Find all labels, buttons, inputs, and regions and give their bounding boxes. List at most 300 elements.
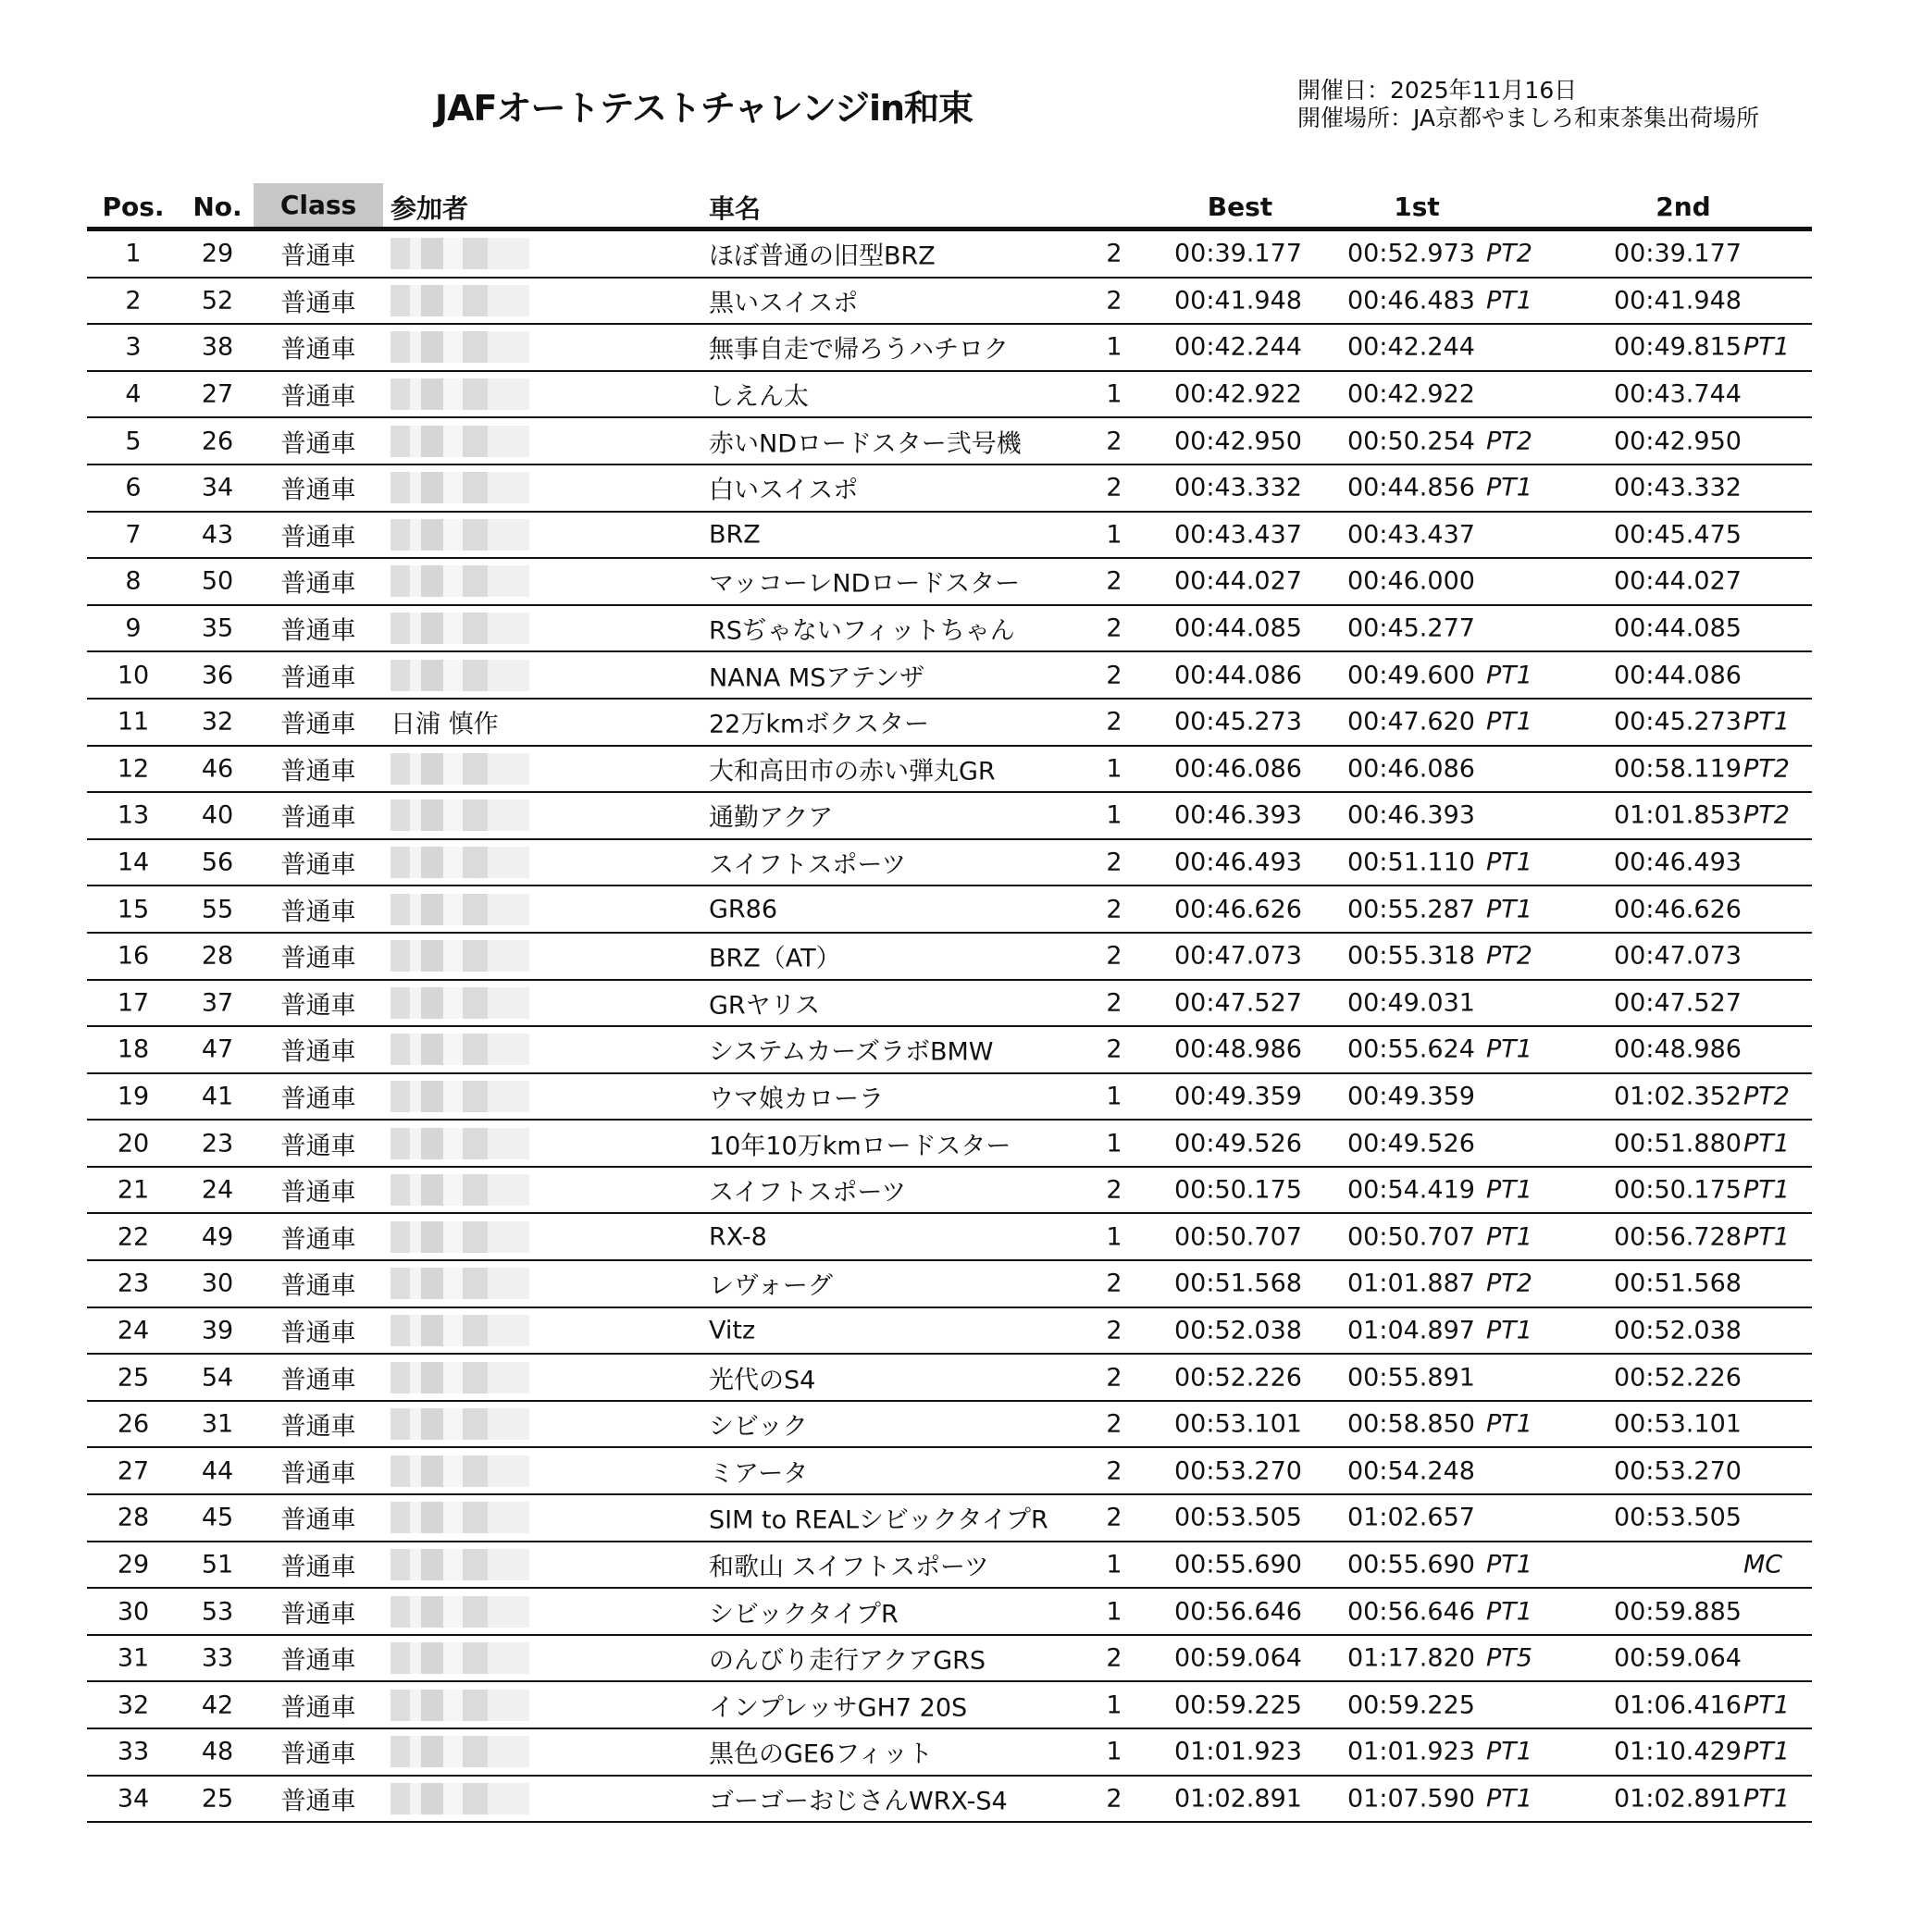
- table-row: [87, 325, 1812, 372]
- car-name-cell: のんびり走行アクアGRS: [709, 1646, 986, 1676]
- car-name-cell: ミアータ: [709, 1459, 809, 1489]
- redacted-name-mosaic: [391, 565, 529, 597]
- second-run-time-cell: 00:44.086: [1614, 661, 1742, 690]
- class-cell: 普通車: [280, 1366, 356, 1395]
- second-run-time-cell: 01:01.853: [1614, 800, 1742, 830]
- first-run-penalty-cell: PT1: [1486, 1409, 1532, 1439]
- first-run-penalty-cell: PT1: [1486, 1784, 1532, 1814]
- best-time-cell: 00:52.226: [1174, 1363, 1302, 1393]
- table-row: [87, 1214, 1812, 1261]
- second-run-time-cell: 00:43.744: [1614, 379, 1742, 409]
- table-row: [87, 1308, 1812, 1356]
- first-run-time-cell: 01:17.820: [1347, 1643, 1475, 1673]
- entrant-cell: [391, 847, 631, 878]
- best-time-cell: 00:49.526: [1174, 1129, 1302, 1158]
- second-run-penalty-cell: MC: [1743, 1550, 1783, 1579]
- number-cell: 54: [201, 1363, 234, 1393]
- first-run-time-cell: 00:46.483: [1347, 286, 1475, 316]
- class-cell: 普通車: [280, 944, 356, 973]
- number-cell: 46: [201, 754, 234, 784]
- table-row: [87, 1682, 1812, 1729]
- second-run-time-cell: 00:49.815: [1614, 332, 1742, 362]
- first-run-time-cell: 00:46.086: [1347, 754, 1475, 784]
- best-trial-cell: 2: [1106, 707, 1122, 737]
- pos-cell: 23: [117, 1269, 150, 1298]
- first-run-time-cell: 00:45.277: [1347, 613, 1475, 643]
- best-time-cell: 00:52.038: [1174, 1316, 1302, 1345]
- best-trial-cell: 2: [1106, 1269, 1122, 1298]
- pos-cell: 32: [117, 1690, 150, 1720]
- car-name-cell: スイフトスポーツ: [709, 850, 907, 880]
- car-name-cell: GRヤリス: [709, 991, 821, 1021]
- car-name-cell: システムカーズラボBMW: [709, 1037, 994, 1067]
- entrant-cell: [391, 1408, 631, 1440]
- best-time-cell: 00:55.690: [1174, 1550, 1302, 1579]
- header-pos: Pos.: [102, 191, 165, 222]
- first-run-time-cell: 00:44.856: [1347, 473, 1475, 502]
- entrant-cell: [391, 565, 631, 597]
- entrant-cell: [391, 1783, 631, 1814]
- table-row: [87, 1729, 1812, 1777]
- second-run-penalty-cell: PT2: [1743, 1082, 1790, 1111]
- class-cell: 普通車: [280, 1225, 356, 1255]
- table-row: [87, 1636, 1812, 1683]
- second-run-penalty-cell: PT1: [1743, 1737, 1790, 1766]
- number-cell: 37: [201, 988, 234, 1018]
- best-time-cell: 00:46.493: [1174, 848, 1302, 877]
- second-run-time-cell: 00:43.332: [1614, 473, 1742, 502]
- pos-cell: 34: [117, 1784, 150, 1814]
- second-run-time-cell: 00:56.728: [1614, 1222, 1742, 1252]
- number-cell: 48: [201, 1737, 234, 1766]
- redacted-name-mosaic: [391, 1081, 529, 1112]
- best-trial-cell: 2: [1106, 286, 1122, 316]
- first-run-time-cell: 00:55.690: [1347, 1550, 1475, 1579]
- second-run-time-cell: 00:52.038: [1614, 1316, 1742, 1345]
- entrant-cell: [391, 1081, 631, 1112]
- number-cell: 29: [201, 239, 234, 268]
- car-name-cell: ゴーゴーおじさんWRX-S4: [709, 1787, 1008, 1816]
- best-time-cell: 00:53.505: [1174, 1503, 1302, 1532]
- class-cell: 普通車: [280, 1037, 356, 1067]
- pos-cell: 2: [125, 286, 142, 316]
- redacted-name-mosaic: [391, 1642, 529, 1674]
- first-run-time-cell: 00:59.225: [1347, 1690, 1475, 1720]
- table-row: [87, 1074, 1812, 1121]
- redacted-name-mosaic: [391, 753, 529, 785]
- event-date: 開催日：2025年11月16日: [1297, 77, 1578, 104]
- entrant-cell: [391, 1455, 631, 1487]
- best-trial-cell: 2: [1106, 1316, 1122, 1345]
- entrant-cell: [391, 1642, 631, 1674]
- redacted-name-mosaic: [391, 238, 529, 269]
- number-cell: 26: [201, 427, 234, 456]
- best-time-cell: 00:50.707: [1174, 1222, 1302, 1252]
- second-run-time-cell: 00:51.880: [1614, 1129, 1742, 1158]
- pos-cell: 9: [125, 613, 142, 643]
- best-time-cell: 00:43.437: [1174, 520, 1302, 550]
- class-cell: 普通車: [280, 1553, 356, 1582]
- best-trial-cell: 1: [1106, 520, 1122, 550]
- first-run-penalty-cell: PT2: [1486, 941, 1532, 971]
- first-run-time-cell: 00:49.359: [1347, 1082, 1475, 1111]
- best-time-cell: 00:41.948: [1174, 286, 1302, 316]
- redacted-name-mosaic: [391, 847, 529, 878]
- second-run-time-cell: 00:45.273: [1614, 707, 1742, 737]
- best-time-cell: 00:46.393: [1174, 800, 1302, 830]
- pos-cell: 22: [117, 1222, 150, 1252]
- first-run-time-cell: 01:01.887: [1347, 1269, 1475, 1298]
- second-run-penalty-cell: PT1: [1743, 707, 1790, 737]
- car-name-cell: レヴォーグ: [709, 1271, 833, 1301]
- entrant-cell: [391, 378, 631, 410]
- number-cell: 49: [201, 1222, 234, 1252]
- page-title: JAFオートテストチャレンジin和束: [435, 88, 974, 129]
- pos-cell: 24: [117, 1316, 150, 1345]
- number-cell: 44: [201, 1456, 234, 1486]
- pos-cell: 29: [117, 1550, 150, 1579]
- table-row: [87, 1777, 1812, 1824]
- first-run-penalty-cell: PT1: [1486, 848, 1532, 877]
- number-cell: 28: [201, 941, 234, 971]
- class-cell: 普通車: [280, 289, 356, 318]
- car-name-cell: 10年10万kmロードスター: [709, 1132, 1011, 1161]
- car-name-cell: BRZ: [709, 520, 761, 550]
- second-run-time-cell: 00:53.270: [1614, 1456, 1742, 1486]
- redacted-name-mosaic: [391, 426, 529, 457]
- number-cell: 41: [201, 1082, 234, 1111]
- entrant-cell: [391, 426, 631, 457]
- number-cell: 35: [201, 613, 234, 643]
- class-cell: 普通車: [280, 1459, 356, 1489]
- second-run-penalty-cell: PT1: [1743, 1129, 1790, 1158]
- redacted-name-mosaic: [391, 1174, 529, 1206]
- first-run-penalty-cell: PT1: [1486, 1034, 1532, 1064]
- best-time-cell: 00:48.986: [1174, 1034, 1302, 1064]
- best-trial-cell: 1: [1106, 1690, 1122, 1720]
- best-trial-cell: 1: [1106, 800, 1122, 830]
- redacted-name-mosaic: [391, 1455, 529, 1487]
- class-cell: 普通車: [280, 1600, 356, 1629]
- car-name-cell: シビックタイプR: [709, 1600, 899, 1629]
- class-cell: 普通車: [280, 1646, 356, 1676]
- number-cell: 36: [201, 661, 234, 690]
- best-trial-cell: 2: [1106, 941, 1122, 971]
- pos-cell: 14: [117, 848, 150, 877]
- pos-cell: 8: [125, 566, 142, 596]
- car-name-cell: GR86: [709, 895, 778, 924]
- first-run-penalty-cell: PT1: [1486, 1175, 1532, 1205]
- pos-cell: 30: [117, 1597, 150, 1627]
- entrant-cell: [391, 238, 631, 269]
- number-cell: 32: [201, 707, 234, 737]
- car-name-cell: 和歌山 スイフトスポーツ: [709, 1553, 989, 1582]
- best-time-cell: 00:45.273: [1174, 707, 1302, 737]
- best-trial-cell: 1: [1106, 1737, 1122, 1766]
- entrant-cell: [391, 799, 631, 831]
- pos-cell: 25: [117, 1363, 150, 1393]
- entrant-cell: [391, 1034, 631, 1065]
- second-run-time-cell: 00:58.119: [1614, 754, 1742, 784]
- number-cell: 38: [201, 332, 234, 362]
- best-time-cell: 00:47.527: [1174, 988, 1302, 1018]
- first-run-time-cell: 00:46.393: [1347, 800, 1475, 830]
- table-row: [87, 231, 1812, 279]
- first-run-time-cell: 00:43.437: [1347, 520, 1475, 550]
- best-trial-cell: 2: [1106, 239, 1122, 268]
- table-row: [87, 372, 1812, 419]
- number-cell: 39: [201, 1316, 234, 1345]
- redacted-name-mosaic: [391, 1221, 529, 1253]
- best-time-cell: 00:42.950: [1174, 427, 1302, 456]
- car-name-cell: 22万kmボクスター: [709, 710, 930, 739]
- second-run-time-cell: 01:02.352: [1614, 1082, 1742, 1111]
- entrant-cell: [391, 753, 631, 785]
- table-row: [87, 1355, 1812, 1402]
- redacted-name-mosaic: [391, 613, 529, 644]
- number-cell: 55: [201, 895, 234, 924]
- table-row: [87, 1168, 1812, 1215]
- entrant-cell: [391, 940, 631, 972]
- best-trial-cell: 1: [1106, 1222, 1122, 1252]
- best-time-cell: 00:53.101: [1174, 1409, 1302, 1439]
- results-table: [87, 180, 1812, 1823]
- second-run-time-cell: 00:53.505: [1614, 1503, 1742, 1532]
- class-cell: 普通車: [280, 803, 356, 833]
- table-row: [87, 1495, 1812, 1542]
- pos-cell: 28: [117, 1503, 150, 1532]
- redacted-name-mosaic: [391, 1502, 529, 1533]
- second-run-time-cell: 00:50.175: [1614, 1175, 1742, 1205]
- table-row: [87, 279, 1812, 326]
- header-car: 車名: [709, 193, 762, 224]
- class-cell: 普通車: [280, 242, 356, 271]
- best-time-cell: 00:44.086: [1174, 661, 1302, 690]
- table-row: [87, 465, 1812, 513]
- first-run-time-cell: 01:01.923: [1347, 1737, 1475, 1766]
- first-run-time-cell: 00:52.973: [1347, 239, 1475, 268]
- best-trial-cell: 2: [1106, 1363, 1122, 1393]
- second-run-time-cell: 00:39.177: [1614, 239, 1742, 268]
- entrant-cell: [391, 613, 631, 644]
- pos-cell: 7: [125, 520, 142, 550]
- first-run-time-cell: 00:49.526: [1347, 1129, 1475, 1158]
- second-run-time-cell: 00:42.950: [1614, 427, 1742, 456]
- second-run-time-cell: 00:51.568: [1614, 1269, 1742, 1298]
- table-row: [87, 559, 1812, 606]
- best-time-cell: 00:43.332: [1174, 473, 1302, 502]
- car-name-cell: RSぢゃないフィットちゃん: [709, 616, 1015, 646]
- class-cell: 普通車: [280, 616, 356, 646]
- best-trial-cell: 2: [1106, 661, 1122, 690]
- number-cell: 27: [201, 379, 234, 409]
- second-run-time-cell: 00:53.101: [1614, 1409, 1742, 1439]
- entrant-cell: [391, 1362, 631, 1393]
- best-time-cell: 01:01.923: [1174, 1737, 1302, 1766]
- first-run-penalty-cell: PT2: [1486, 1269, 1532, 1298]
- pos-cell: 11: [117, 707, 150, 737]
- number-cell: 30: [201, 1269, 234, 1298]
- number-cell: 53: [201, 1597, 234, 1627]
- second-run-time-cell: 01:02.891: [1614, 1784, 1742, 1814]
- car-name-cell: スイフトスポーツ: [709, 1178, 907, 1208]
- redacted-name-mosaic: [391, 1362, 529, 1393]
- car-name-cell: 通勤アクア: [709, 803, 834, 833]
- table-row: [87, 1261, 1812, 1308]
- car-name-cell: BRZ（AT）: [709, 944, 841, 973]
- entrant-cell: [391, 1596, 631, 1628]
- best-time-cell: 00:53.270: [1174, 1456, 1302, 1486]
- second-run-penalty-cell: PT2: [1743, 754, 1790, 784]
- entrant-cell: [391, 660, 631, 691]
- first-run-time-cell: 00:50.254: [1347, 427, 1475, 456]
- first-run-penalty-cell: PT1: [1486, 707, 1532, 737]
- second-run-time-cell: 00:47.527: [1614, 988, 1742, 1018]
- second-run-penalty-cell: PT1: [1743, 1784, 1790, 1814]
- table-row: [87, 418, 1812, 465]
- class-cell: 普通車: [280, 850, 356, 880]
- second-run-time-cell: 00:47.073: [1614, 941, 1742, 971]
- second-run-penalty-cell: PT1: [1743, 332, 1790, 362]
- number-cell: 45: [201, 1503, 234, 1532]
- car-name-cell: しえん太: [709, 382, 809, 412]
- entrant-cell: [391, 519, 631, 551]
- best-trial-cell: 1: [1106, 1550, 1122, 1579]
- class-cell: 普通車: [280, 1084, 356, 1114]
- best-time-cell: 00:56.646: [1174, 1597, 1302, 1627]
- best-time-cell: 00:49.359: [1174, 1082, 1302, 1111]
- first-run-time-cell: 00:46.000: [1347, 566, 1475, 596]
- pos-cell: 10: [117, 661, 150, 690]
- best-time-cell: 00:51.568: [1174, 1269, 1302, 1298]
- number-cell: 52: [201, 286, 234, 316]
- second-run-time-cell: 00:46.626: [1614, 895, 1742, 924]
- redacted-name-mosaic: [391, 378, 529, 410]
- car-name-cell: 黒いスイスポ: [709, 289, 859, 318]
- first-run-penalty-cell: PT2: [1486, 427, 1532, 456]
- pos-cell: 20: [117, 1129, 150, 1158]
- number-cell: 24: [201, 1175, 234, 1205]
- first-run-time-cell: 01:07.590: [1347, 1784, 1475, 1814]
- car-name-cell: RX-8: [709, 1222, 767, 1252]
- pos-cell: 18: [117, 1034, 150, 1064]
- redacted-name-mosaic: [391, 940, 529, 972]
- best-trial-cell: 1: [1106, 1082, 1122, 1111]
- redacted-name-mosaic: [391, 1268, 529, 1299]
- first-run-time-cell: 01:02.657: [1347, 1503, 1475, 1532]
- redacted-name-mosaic: [391, 331, 529, 363]
- pos-cell: 6: [125, 473, 142, 502]
- first-run-penalty-cell: PT1: [1486, 895, 1532, 924]
- first-run-time-cell: 00:42.244: [1347, 332, 1475, 362]
- car-name-cell: 赤いNDロードスター弐号機: [709, 429, 1022, 459]
- car-name-cell: 黒色のGE6フィット: [709, 1740, 933, 1769]
- pos-cell: 13: [117, 800, 150, 830]
- first-run-penalty-cell: PT1: [1486, 1597, 1532, 1627]
- number-cell: 51: [201, 1550, 234, 1579]
- best-time-cell: 00:44.085: [1174, 613, 1302, 643]
- first-run-penalty-cell: PT5: [1486, 1643, 1532, 1673]
- table-row: [87, 1589, 1812, 1636]
- first-run-penalty-cell: PT1: [1486, 661, 1532, 690]
- pos-cell: 31: [117, 1643, 150, 1673]
- first-run-penalty-cell: PT1: [1486, 1737, 1532, 1766]
- first-run-time-cell: 00:55.318: [1347, 941, 1475, 971]
- pos-cell: 17: [117, 988, 150, 1018]
- number-cell: 40: [201, 800, 234, 830]
- best-time-cell: 00:46.086: [1174, 754, 1302, 784]
- table-row: [87, 1542, 1812, 1590]
- first-run-time-cell: 00:55.624: [1347, 1034, 1475, 1064]
- second-run-time-cell: 00:59.064: [1614, 1643, 1742, 1673]
- best-trial-cell: 2: [1106, 1503, 1122, 1532]
- first-run-time-cell: 00:55.287: [1347, 895, 1475, 924]
- entrant-cell: [391, 1128, 631, 1159]
- table-row: [87, 513, 1812, 560]
- best-trial-cell: 2: [1106, 613, 1122, 643]
- best-time-cell: 00:59.225: [1174, 1690, 1302, 1720]
- class-cell: 普通車: [280, 1787, 356, 1816]
- second-run-time-cell: 00:44.027: [1614, 566, 1742, 596]
- redacted-name-mosaic: [391, 1736, 529, 1767]
- first-run-time-cell: 01:04.897: [1347, 1316, 1475, 1345]
- first-run-penalty-cell: PT1: [1486, 1222, 1532, 1252]
- car-name-cell: NANA MSアテンザ: [709, 663, 925, 693]
- class-cell: 普通車: [280, 1271, 356, 1301]
- redacted-name-mosaic: [391, 1315, 529, 1346]
- redacted-name-mosaic: [391, 1690, 529, 1721]
- class-cell: 普通車: [280, 476, 356, 505]
- car-name-cell: ほぼ普通の旧型BRZ: [709, 242, 936, 271]
- table-row: [87, 1402, 1812, 1449]
- entrant-cell: [391, 331, 631, 363]
- entrant-cell: [391, 1690, 631, 1721]
- car-name-cell: シビック: [709, 1412, 808, 1442]
- second-run-penalty-cell: PT2: [1743, 800, 1790, 830]
- table-row: [87, 1448, 1812, 1495]
- first-run-time-cell: 00:56.646: [1347, 1597, 1475, 1627]
- entrant-cell: [391, 472, 631, 503]
- best-trial-cell: 1: [1106, 332, 1122, 362]
- redacted-name-mosaic: [391, 1408, 529, 1440]
- redacted-name-mosaic: [391, 1596, 529, 1628]
- pos-cell: 16: [117, 941, 150, 971]
- car-name-cell: 無事自走で帰ろうハチロク: [709, 335, 1009, 365]
- first-run-time-cell: 00:55.891: [1347, 1363, 1475, 1393]
- pos-cell: 3: [125, 332, 142, 362]
- header-class: Class: [254, 183, 383, 227]
- first-run-time-cell: 00:42.922: [1347, 379, 1475, 409]
- pos-cell: 1: [125, 239, 142, 268]
- entrant-cell: [391, 1549, 631, 1580]
- class-cell: 普通車: [280, 710, 356, 739]
- entrant-cell: [391, 894, 631, 925]
- redacted-name-mosaic: [391, 285, 529, 316]
- pos-cell: 33: [117, 1737, 150, 1766]
- best-time-cell: 00:39.177: [1174, 239, 1302, 268]
- best-time-cell: 00:44.027: [1174, 566, 1302, 596]
- class-cell: 普通車: [280, 757, 356, 786]
- entrant-cell: 日浦 慎作: [391, 710, 499, 739]
- pos-cell: 21: [117, 1175, 150, 1205]
- table-header: [87, 180, 1812, 231]
- class-cell: 普通車: [280, 429, 356, 459]
- number-cell: 50: [201, 566, 234, 596]
- table-row: [87, 840, 1812, 887]
- number-cell: 47: [201, 1034, 234, 1064]
- table-row: [87, 1121, 1812, 1168]
- best-trial-cell: 1: [1106, 754, 1122, 784]
